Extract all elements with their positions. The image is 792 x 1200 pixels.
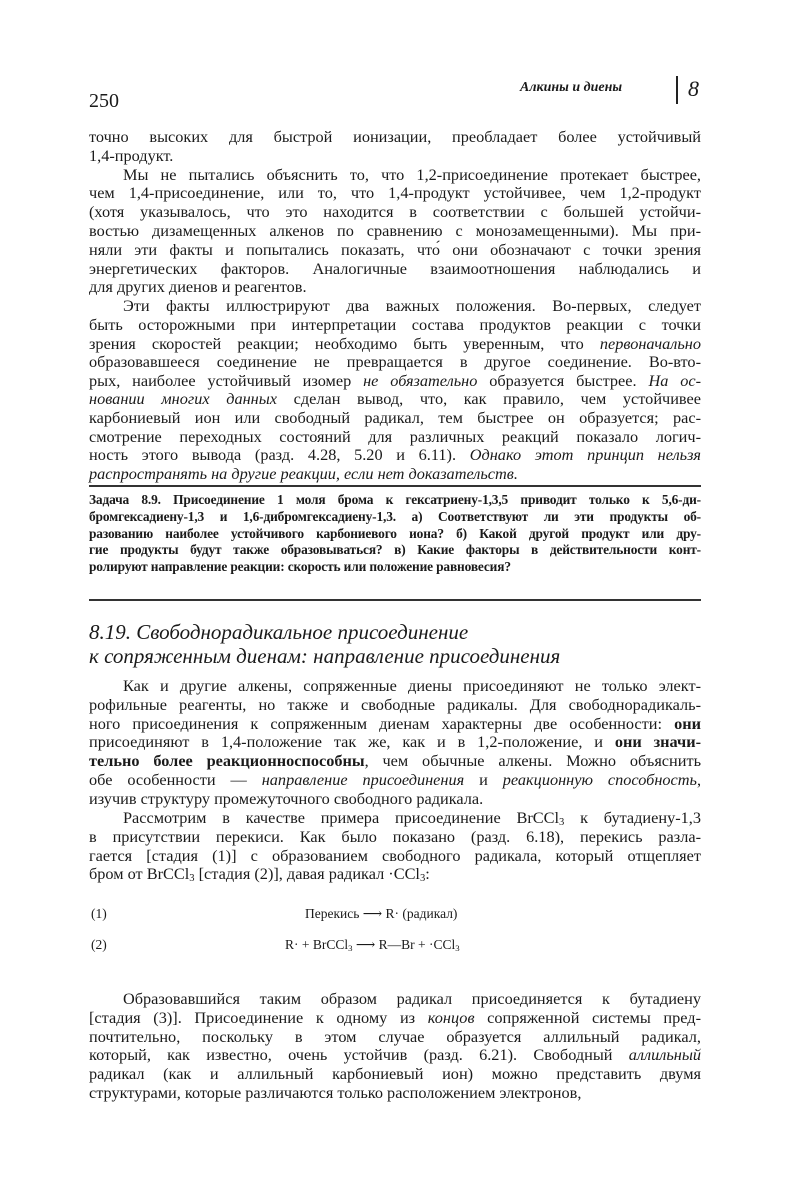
- text-segment: ,: [696, 769, 702, 789]
- equation-1-expression: [305, 906, 457, 922]
- text-line: Мы не пытались объяснить то, что 1,2-присоединение протекает быстрее,: [123, 164, 701, 184]
- text-line: Задача 8.9. Присоединение 1 моля брома к гексатриену-1,3,5 приводит только к 5,6-ди-: [89, 492, 701, 507]
- text-segment: который, как известно, очень устойчив (разд. 6.21). Свободный: [89, 1045, 629, 1065]
- italic-text: распространять на другие реакции, если нет доказательств.: [89, 463, 518, 483]
- text-segment: присоединяют в 1,4-положение так же, как и в 1,2-положение, и: [89, 732, 615, 752]
- page-number: 250: [89, 90, 119, 112]
- paragraph-continuation: [89, 128, 701, 166]
- equation-2-expression: [285, 937, 460, 953]
- text-line: (хотя указывалось, что это находится в соответствии с большей устойчи-: [89, 202, 701, 222]
- text-line: [89, 809, 701, 828]
- chapter-number: 8: [688, 76, 699, 101]
- italic-text: Однако этот принцип нельзя: [469, 445, 701, 465]
- text-segment: Перекись ⟶ R· (радикал): [305, 906, 458, 921]
- text-segment: [стадия (2)], давая радикал ·CCl: [194, 864, 420, 884]
- text-line: [89, 372, 701, 391]
- text-line: точно высоких для быстрой ионизации, преобладает более устойчивый: [89, 127, 701, 146]
- text-segment: сделан вывод, что, как правило, чем устойчивее: [277, 389, 701, 409]
- paragraph-allyl-radical: [89, 990, 701, 1103]
- text-line: энергетических факторов. Аналогичные взаимоотношения наблюдались и: [89, 258, 701, 278]
- italic-text: реакционную способность: [502, 769, 697, 789]
- task-bottom-rule: [89, 599, 701, 601]
- text-line: структурами, которые различаются только расположением электронов,: [89, 1082, 582, 1102]
- subscript: 3: [559, 817, 565, 829]
- text-segment: [стадия (3)]. Присоединение к одному из: [89, 1007, 428, 1027]
- task-top-rule: [89, 485, 701, 487]
- equation-1-number: (1): [91, 906, 107, 921]
- text-segment: обе особенности —: [89, 769, 262, 789]
- italic-text: не обязательно: [363, 370, 478, 390]
- text-line: [89, 865, 701, 884]
- text-line: бромгексадиену-1,3 и 1,6-дибромгексадиену-1,3. а) Соответствуют ли эти продукты об-: [89, 508, 701, 524]
- italic-text: новании многих данных: [89, 389, 277, 409]
- text-line: в присутствии перекиси. Как было показано (разд. 6.18), перекись разла-: [89, 826, 701, 846]
- section-heading-line-2: к сопряженным диенам: направление присоединения: [89, 644, 561, 668]
- text-line: Эти факты иллюстрируют два важных положения. Во-первых, следует: [123, 296, 701, 316]
- text-segment: рых, наиболее устойчивый изомер: [89, 370, 364, 390]
- italic-text: На ос-: [648, 370, 702, 390]
- text-line: рофильные реагенты, но также и свободные радикалы. Для свободнорадикаль-: [89, 694, 701, 714]
- paragraph-free-radical-addition: [89, 677, 701, 809]
- text-line: гается [стадия (1)] с образованием свободного радикала, который отщепляет: [89, 845, 701, 865]
- paragraph-reaction-rates: [89, 166, 701, 298]
- text-line: [89, 1009, 701, 1028]
- italic-text: первоначально: [599, 333, 701, 353]
- text-segment: зрения скоростей реакции; необходимо быть уверенным, что: [89, 333, 600, 353]
- italic-text: направление присоединения: [261, 769, 465, 789]
- text-line: [89, 446, 701, 465]
- text-segment: ного присоединения к сопряженным диенам характерны две особенности:: [89, 713, 675, 733]
- text-line: востью дизамещенных алкенов по сравнению с монозамещенными). Мы при-: [89, 220, 701, 240]
- text-segment: и: [464, 769, 503, 789]
- text-line: быть осторожными при интерпретации состава продуктов реакции с точки: [89, 314, 701, 334]
- text-line: почтительно, поскольку в этом случае образуется аллильный радикал,: [89, 1026, 701, 1046]
- text-line: [89, 733, 701, 752]
- text-segment: Рассмотрим в качестве примера присоединение BrCCl: [123, 808, 560, 827]
- text-segment: ность этого вывода (разд. 4.28, 5.20 и 6.11).: [89, 445, 470, 465]
- text-line: 1,4-продукт.: [89, 145, 174, 165]
- bold-text: они: [674, 713, 701, 733]
- paragraph-two-principles: [89, 297, 701, 483]
- text-line: изучив структуру промежуточного свободного радикала.: [89, 788, 484, 808]
- header-divider: [676, 76, 678, 104]
- text-segment: R· + BrCCl: [285, 937, 349, 952]
- text-line: [89, 1046, 701, 1065]
- text-segment: ⟶ R—Br + ·CCl: [352, 937, 456, 952]
- text-line: [89, 390, 701, 409]
- text-line: разованию наиболее устойчивого карбониевого иона? б) Какой другой продукт или дру-: [89, 525, 701, 541]
- subscript: 3: [189, 873, 195, 885]
- subscript: 3: [348, 942, 353, 953]
- text-line: образовавшееся соединение не превращается в другое соединение. Во-вто-: [89, 352, 701, 372]
- text-segment: :: [425, 864, 430, 884]
- text-line: Образовавшийся таким образом радикал присоединяется к бутадиену: [123, 989, 701, 1008]
- paragraph-brccl3-example: [89, 809, 701, 884]
- text-line: няли эти факты и попытались показать, что́ они обозначают с точки зрения: [89, 239, 701, 259]
- text-segment: к бутадиену-1,3: [564, 808, 701, 827]
- text-segment: сопряженной системы пред-: [474, 1007, 701, 1027]
- text-line: [89, 752, 701, 771]
- running-head: Алкины и диены: [520, 80, 623, 95]
- text-line: смотрение переходных состояний для различных реакций показало логич-: [89, 426, 701, 446]
- text-line: гие продукты будут также образовываться? в) Какие факторы в действительности конт-: [89, 542, 701, 558]
- text-segment: , чем обычные алкены. Можно объяснить: [364, 751, 701, 771]
- equation-2-number: (2): [91, 937, 107, 952]
- text-line: для других диенов и реагентов.: [89, 277, 307, 297]
- text-line: чем 1,4-присоединение, или то, что 1,4-продукт устойчивее, чем 1,2-продукт: [89, 183, 701, 203]
- subscript: 3: [455, 942, 460, 953]
- text-line: Как и другие алкены, сопряженные диены присоединяют не только элект-: [123, 676, 701, 695]
- text-line: [89, 335, 701, 354]
- text-segment: образуется быстрее.: [477, 370, 649, 390]
- bold-text: тельно более реакционноспособны: [89, 751, 365, 771]
- italic-text: концов: [427, 1007, 475, 1027]
- text-line: карбониевый ион или свободный радикал, тем быстрее он образуется; рас-: [89, 407, 701, 427]
- section-heading-line-1: 8.19. Свободнорадикальное присоединение: [89, 620, 469, 644]
- subscript: 3: [419, 873, 426, 885]
- text-line: [89, 771, 701, 790]
- text-segment: бром от BrCCl: [89, 864, 190, 884]
- text-line: ролируют направление реакции: скорость или положение равновесия?: [89, 559, 511, 575]
- text-line: [89, 715, 701, 734]
- task-8-9: [89, 492, 701, 576]
- italic-text: аллильный: [628, 1045, 701, 1065]
- bold-text: они значи-: [614, 732, 702, 752]
- text-line: [89, 465, 701, 484]
- text-line: радикал (как и аллильный карбониевый ион) можно представить двумя: [89, 1064, 701, 1084]
